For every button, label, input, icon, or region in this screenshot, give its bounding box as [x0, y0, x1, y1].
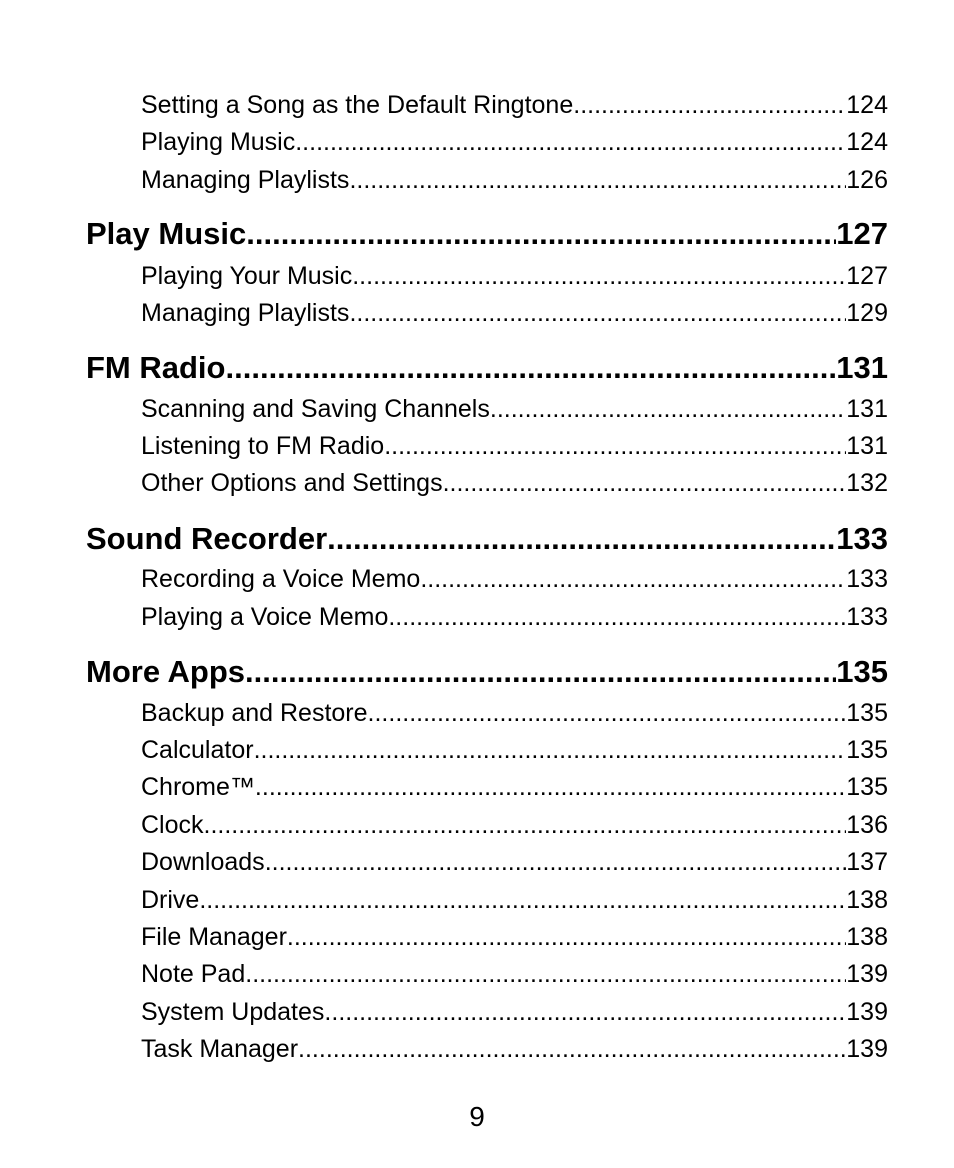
toc-chapter-title: More Apps [86, 654, 246, 689]
toc-entry-page: 138 [846, 923, 888, 951]
dot-leader [490, 392, 846, 426]
toc-entry-title: Managing Playlists [141, 299, 350, 327]
toc-entry[interactable] [141, 733, 888, 767]
toc-entry-title: Recording a Voice Memo [141, 565, 421, 593]
toc-entry[interactable] [141, 696, 888, 730]
dot-leader [420, 562, 846, 596]
toc-entry-page: 135 [846, 773, 888, 801]
toc-entry-page: 137 [846, 848, 888, 876]
page-number: 9 [469, 1101, 485, 1132]
dot-leader [199, 883, 846, 917]
toc-entry-title: File Manager [141, 923, 287, 951]
dot-leader [246, 214, 836, 254]
toc-entry-page: 124 [846, 91, 888, 119]
toc-chapter[interactable] [86, 214, 888, 254]
dot-leader [327, 519, 836, 559]
toc-entry-title: Playing a Voice Memo [141, 603, 389, 631]
toc-entry[interactable] [141, 883, 888, 917]
toc-entry-page: 138 [846, 886, 888, 914]
toc-entry-title: Clock [141, 811, 204, 839]
toc-entry-page: 133 [846, 565, 888, 593]
toc-entry-title: Drive [141, 886, 200, 914]
dot-leader [255, 770, 846, 804]
toc-entry[interactable] [141, 920, 888, 954]
toc-entry-title: Managing Playlists [141, 166, 350, 194]
dot-leader [349, 163, 846, 197]
dot-leader [226, 348, 837, 388]
toc-chapter[interactable] [86, 519, 888, 559]
toc-chapter-title: Sound Recorder [86, 521, 328, 556]
toc-entry-title: Scanning and Saving Channels [141, 395, 490, 423]
dot-leader [368, 696, 847, 730]
toc-entry-title: Calculator [141, 736, 254, 764]
toc-entry-page: 131 [846, 432, 888, 460]
toc-entry[interactable] [141, 562, 888, 596]
dot-leader [245, 957, 846, 991]
dot-leader [204, 808, 847, 842]
toc-chapter[interactable] [86, 652, 888, 692]
dot-leader [349, 296, 846, 330]
toc-entry[interactable] [141, 1032, 888, 1066]
toc-entry-page: 133 [846, 603, 888, 631]
toc-entry-page: 132 [846, 469, 888, 497]
toc-entry-title: System Updates [141, 998, 325, 1026]
toc-entry[interactable] [141, 957, 888, 991]
toc-entry[interactable] [141, 600, 888, 634]
toc-entry-title: Downloads [141, 848, 265, 876]
toc-entry[interactable] [141, 429, 888, 463]
toc-entry-title: Other Options and Settings [141, 469, 443, 497]
toc-entry-title: Chrome™ [141, 773, 255, 801]
dot-leader [352, 259, 846, 293]
toc-entry[interactable] [141, 845, 888, 879]
toc-entry-page: 124 [846, 128, 888, 156]
toc-chapter[interactable] [86, 348, 888, 388]
toc-entry[interactable] [141, 296, 888, 330]
dot-leader [324, 995, 846, 1029]
toc-chapter-page: 133 [836, 521, 888, 556]
toc-chapter-title: FM Radio [86, 350, 226, 385]
toc-entry[interactable] [141, 163, 888, 197]
dot-leader [443, 466, 847, 500]
dot-leader [298, 1032, 846, 1066]
dot-leader [245, 652, 836, 692]
toc-entry-title: Note Pad [141, 960, 246, 988]
toc-chapter-page: 127 [836, 216, 888, 251]
toc-entry[interactable] [141, 392, 888, 426]
toc-entry[interactable] [141, 466, 888, 500]
dot-leader [388, 600, 846, 634]
toc-entry-page: 126 [846, 166, 888, 194]
toc-entry-page: 139 [846, 960, 888, 988]
toc-entry-title: Task Manager [141, 1035, 299, 1063]
toc-entry-page: 139 [846, 998, 888, 1026]
toc-entry[interactable] [141, 995, 888, 1029]
toc-entry-title: Playing Your Music [141, 262, 353, 290]
dot-leader [287, 920, 846, 954]
toc-entry-title: Playing Music [141, 128, 296, 156]
toc-entry-page: 139 [846, 1035, 888, 1063]
toc-entry-page: 135 [846, 699, 888, 727]
toc-entry-title: Listening to FM Radio [141, 432, 385, 460]
toc-chapter-page: 135 [836, 654, 888, 689]
toc-entry[interactable] [141, 125, 888, 159]
toc-entry-page: 129 [846, 299, 888, 327]
dot-leader [384, 429, 846, 463]
toc-entry[interactable] [141, 808, 888, 842]
dot-leader [573, 88, 846, 122]
dot-leader [254, 733, 847, 767]
toc-entry[interactable] [141, 88, 888, 122]
toc-entry[interactable] [141, 259, 888, 293]
toc-entry-page: 136 [846, 811, 888, 839]
toc-entry-page: 135 [846, 736, 888, 764]
toc-entry-page: 127 [846, 262, 888, 290]
toc-chapter-title: Play Music [86, 216, 247, 251]
toc-entry-page: 131 [846, 395, 888, 423]
dot-leader [295, 125, 846, 159]
dot-leader [265, 845, 847, 879]
toc-entry[interactable] [141, 770, 888, 804]
toc-entry-title: Setting a Song as the Default Ringtone [141, 91, 574, 119]
toc-entry-title: Backup and Restore [141, 699, 368, 727]
toc-chapter-page: 131 [836, 350, 888, 385]
